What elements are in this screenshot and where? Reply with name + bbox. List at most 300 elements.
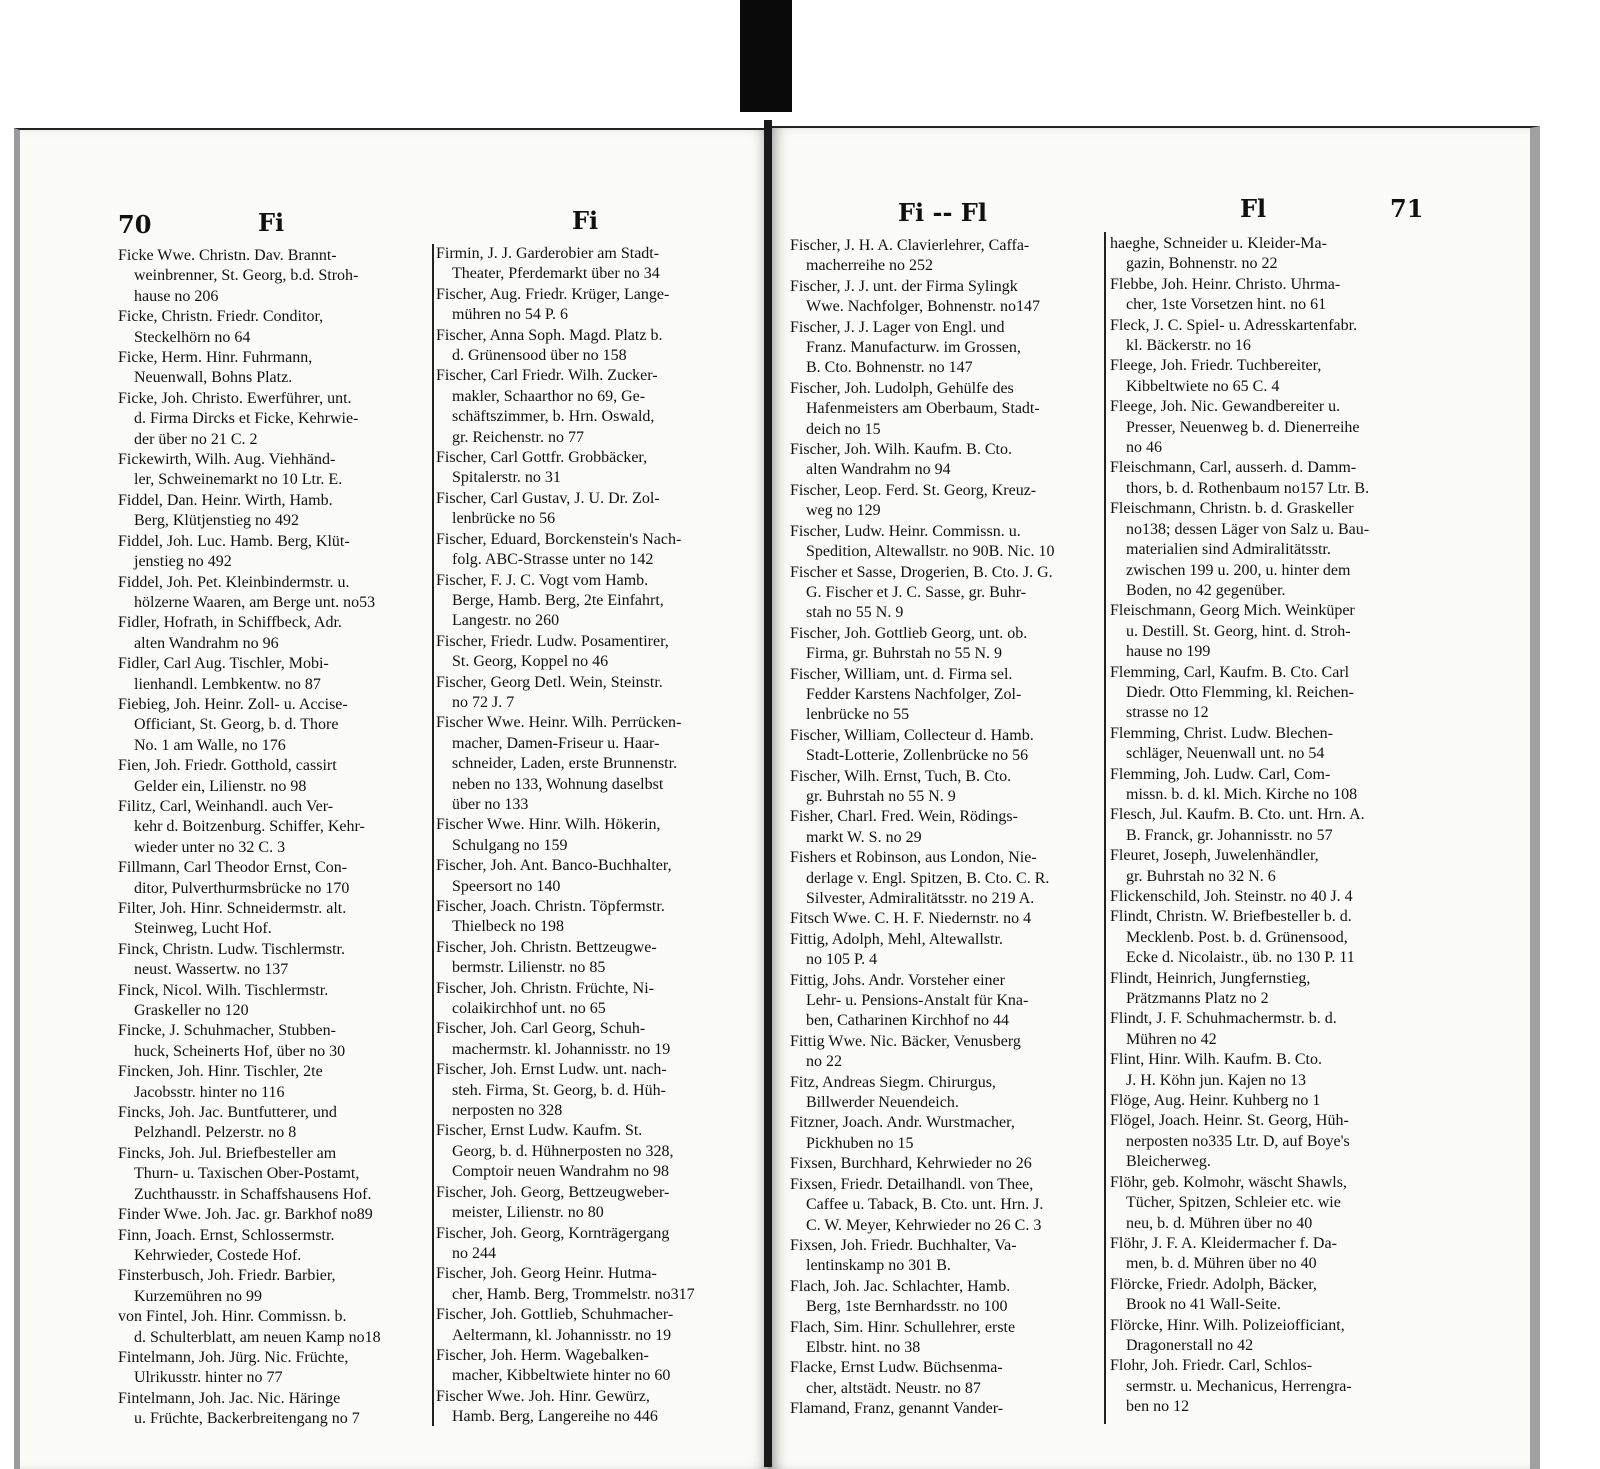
directory-entry — [436, 1305, 748, 1346]
entry-name-line: Fischer, Joh. Ludolph, Gehülfe des — [790, 379, 1014, 397]
directory-entry — [436, 326, 748, 367]
directory-entry — [790, 971, 1102, 1032]
directory-entry — [790, 1399, 1102, 1419]
directory-entry — [118, 1307, 430, 1348]
entry-continuation-line: kl. Bäckerstr. no 16 — [1126, 337, 1251, 355]
entry-continuation-line: deich no 15 — [806, 420, 881, 438]
directory-entry — [118, 450, 430, 491]
directory-entry — [790, 624, 1102, 665]
entry-name-line: Fischer, Joh. Christn. Früchte, Ni- — [436, 979, 655, 997]
entry-name-line: Fickewirth, Wilh. Aug. Viehhänd- — [118, 451, 336, 469]
entry-continuation-line: lienhandl. Lembkentw. no 87 — [134, 675, 321, 693]
directory-entry — [790, 1113, 1102, 1154]
directory-entry — [1110, 724, 1422, 765]
entry-name-line: Flickenschild, Joh. Steinstr. no 40 J. 4 — [1110, 888, 1353, 905]
entry-continuation-line: ben no 12 — [1126, 1398, 1190, 1416]
entry-name-line: Fleuret, Joseph, Juwelenhändler, — [1110, 847, 1319, 865]
entry-continuation-line: cher, Hamb. Berg, Trommelstr. no317 — [452, 1285, 695, 1303]
entry-name-line: Fillmann, Carl Theodor Ernst, Con- — [118, 859, 348, 877]
directory-entry — [1110, 907, 1422, 968]
entry-continuation-line: J. H. Köhn jun. Kajen no 13 — [1126, 1071, 1306, 1089]
entry-continuation-line: no 105 P. 4 — [806, 951, 878, 969]
entry-name-line: Ficke, Joh. Christo. Ewerführer, unt. — [118, 389, 352, 407]
directory-entry — [1110, 356, 1422, 397]
entry-continuation-line: Ecke d. Nicolaistr., üb. no 130 P. 11 — [1126, 949, 1355, 967]
entry-continuation-line: cher, 1ste Vorsetzen hint. no 61 — [1126, 296, 1327, 314]
entry-continuation-line: Fedder Karstens Nachfolger, Zol- — [806, 685, 1022, 703]
directory-entry — [1110, 1050, 1422, 1091]
directory-entry — [118, 1144, 430, 1205]
directory-entry — [790, 440, 1102, 481]
entry-continuation-line: cher, altstädt. Neustr. no 87 — [806, 1379, 981, 1397]
entry-name-line: Fleischmann, Christn. b. d. Graskeller — [1110, 500, 1354, 518]
directory-entry — [436, 1183, 748, 1224]
left-page-column-1 — [118, 246, 430, 1430]
entry-continuation-line: machermstr. kl. Johannisstr. no 19 — [452, 1040, 671, 1058]
entry-name-line: Flint, Hinr. Wilh. Kaufm. B. Cto. — [1110, 1051, 1322, 1069]
entry-continuation-line: bermstr. Lilienstr. no 85 — [452, 959, 606, 977]
directory-entry — [790, 1318, 1102, 1359]
entry-name-line: Fiddel, Dan. Heinr. Wirth, Hamb. — [118, 491, 333, 509]
entry-continuation-line: strasse no 12 — [1126, 704, 1209, 722]
entry-continuation-line: mühren no 54 P. 6 — [452, 306, 568, 324]
entry-continuation-line: Steckelhörn no 64 — [134, 328, 251, 346]
entry-name-line: Fischer, Joh. Christn. Bettzeugwe- — [436, 938, 657, 956]
directory-entry — [436, 979, 748, 1020]
entry-name-line: Fittig, Johs. Andr. Vorsteher einer — [790, 971, 1005, 989]
entry-name-line: Fiddel, Joh. Pet. Kleinbindermstr. u. — [118, 573, 350, 591]
entry-name-line: Fischer, Ernst Ludw. Kaufm. St. — [436, 1122, 643, 1140]
entry-name-line: Flöge, Aug. Heinr. Kuhberg no 1 — [1110, 1092, 1321, 1110]
directory-entry — [118, 1348, 430, 1389]
entry-continuation-line: B. Cto. Bohnenstr. no 147 — [806, 359, 973, 377]
entry-name-line: Flebbe, Joh. Heinr. Christo. Uhrma- — [1110, 275, 1341, 293]
entry-name-line: Flamand, Franz, genannt Vander- — [790, 1400, 1004, 1418]
entry-continuation-line: Graskeller no 120 — [134, 1002, 249, 1020]
entry-name-line: Flöhr, J. F. A. Kleidermacher f. Da- — [1110, 1234, 1337, 1252]
directory-entry — [790, 807, 1102, 848]
entry-name-line: Fiddel, Joh. Luc. Hamb. Berg, Klüt- — [118, 532, 350, 550]
entry-name-line: Fidler, Hofrath, in Schiffbeck, Adr. — [118, 614, 342, 632]
entry-continuation-line: weinbrenner, St. Georg, b.d. Stroh- — [134, 267, 359, 285]
entry-name-line: Finn, Joach. Ernst, Schlossermstr. — [118, 1226, 335, 1244]
entry-name-line: Fisher, Charl. Fred. Wein, Rödings- — [790, 808, 1018, 826]
directory-entry — [1110, 1316, 1422, 1357]
entry-name-line: Fitzner, Joach. Andr. Wurstmacher, — [790, 1114, 1015, 1132]
entry-continuation-line: lenbrücke no 56 — [452, 510, 556, 528]
entry-continuation-line: derlage v. Engl. Spitzen, B. Cto. C. R. — [806, 869, 1050, 887]
entry-continuation-line: Neuenwall, Bohns Platz. — [134, 369, 293, 387]
entry-name-line: Filter, Joh. Hinr. Schneidermstr. alt. — [118, 900, 347, 917]
entry-name-line: Fishers et Robinson, aus London, Nie- — [790, 849, 1037, 867]
directory-entry — [436, 285, 748, 326]
left-column-rule — [432, 244, 434, 1426]
entry-name-line: Fischer Wwe. Joh. Hinr. Gewürz, — [436, 1387, 650, 1405]
directory-entry — [436, 632, 748, 673]
entry-continuation-line: Ulrikusstr. hinter no 77 — [134, 1369, 283, 1387]
directory-entry — [436, 1387, 748, 1428]
directory-entry — [118, 797, 430, 858]
entry-continuation-line: neu, b. d. Mühren über no 40 — [1126, 1214, 1313, 1232]
directory-entry — [1110, 499, 1422, 601]
directory-entry — [1110, 1275, 1422, 1316]
entry-name-line: Fischer, William, unt. d. Firma sel. — [790, 665, 1013, 683]
left-page-column-2 — [436, 244, 748, 1428]
directory-entry — [1110, 458, 1422, 499]
entry-name-line: Fischer, Wilh. Ernst, Tuch, B. Cto. — [790, 767, 1012, 785]
entry-continuation-line: gr. Reichenstr. no 77 — [452, 428, 584, 446]
entry-name-line: von Fintel, Joh. Hinr. Commissn. b. — [118, 1308, 347, 1326]
entry-name-line: Fischer, Joh. Herm. Wagebalken- — [436, 1346, 649, 1364]
entry-name-line: Fittig, Adolph, Mehl, Altewallstr. — [790, 930, 1003, 948]
entry-continuation-line: der über no 21 C. 2 — [134, 430, 258, 448]
entry-continuation-line: lenbrücke no 55 — [806, 706, 910, 724]
entry-name-line: Fiebieg, Joh. Heinr. Zoll- u. Accise- — [118, 695, 348, 713]
entry-continuation-line: lentinskamp no 301 B. — [806, 1257, 951, 1275]
entry-continuation-line: u. Destill. St. Georg, hint. d. Stroh- — [1126, 622, 1351, 640]
entry-continuation-line: Thurn- u. Taxischen Ober-Postamt, — [134, 1165, 360, 1183]
entry-continuation-line: Bleicherweg. — [1126, 1153, 1211, 1171]
entry-continuation-line: macher, Kibbeltwiete hinter no 60 — [452, 1367, 671, 1385]
directory-entry — [436, 713, 748, 815]
entry-continuation-line: thors, b. d. Rothenbaum no157 Ltr. B. — [1126, 479, 1370, 497]
entry-name-line: Fidler, Carl Aug. Tischler, Mobi- — [118, 655, 329, 673]
entry-continuation-line: ben, Catharinen Kirchhof no 44 — [806, 1012, 1010, 1030]
entry-name-line: Flöhr, geb. Kolmohr, wäscht Shawls, — [1110, 1173, 1347, 1191]
entry-name-line: Filitz, Carl, Weinhandl. auch Ver- — [118, 797, 334, 815]
entry-continuation-line: hölzerne Waaren, am Berge unt. no53 — [134, 593, 376, 611]
directory-entry — [790, 1032, 1102, 1073]
entry-name-line: Fien, Joh. Friedr. Gotthold, cassirt — [118, 757, 337, 775]
directory-entry — [436, 1060, 748, 1121]
directory-entry — [790, 481, 1102, 522]
entry-continuation-line: huck, Scheinerts Hof, über no 30 — [134, 1042, 346, 1060]
entry-name-line: Finck, Nicol. Wilh. Tischlermstr. — [118, 981, 329, 999]
binding-tape — [740, 0, 792, 112]
directory-entry — [436, 530, 748, 571]
entry-name-line: Fischer, Ludw. Heinr. Commissn. u. — [790, 522, 1021, 540]
directory-entry — [118, 899, 430, 940]
entry-continuation-line: Spedition, Altewallstr. no 90B. Nic. 10 — [806, 543, 1055, 561]
entry-continuation-line: meister, Lilienstr. no 80 — [452, 1204, 604, 1222]
entry-name-line: Fischer, Aug. Friedr. Krüger, Lange- — [436, 285, 670, 303]
directory-entry — [118, 940, 430, 981]
entry-continuation-line: hause no 206 — [134, 287, 219, 305]
directory-entry — [790, 236, 1102, 277]
entry-name-line: Fitz, Andreas Siegm. Chirurgus, — [790, 1073, 996, 1091]
directory-entry — [790, 1236, 1102, 1277]
entry-continuation-line: Hafenmeisters am Oberbaum, Stadt- — [806, 400, 1040, 418]
directory-entry — [1110, 969, 1422, 1010]
entry-continuation-line: gazin, Bohnenstr. no 22 — [1126, 255, 1278, 273]
directory-entry — [1110, 397, 1422, 458]
directory-entry — [1110, 234, 1422, 275]
directory-entry — [1110, 663, 1422, 724]
entry-continuation-line: No. 1 am Walle, no 176 — [134, 736, 286, 754]
entry-continuation-line: ditor, Pulverthurmsbrücke no 170 — [134, 879, 350, 897]
entry-continuation-line: sermstr. u. Mechanicus, Herrengra- — [1126, 1377, 1352, 1395]
entry-name-line: Fischer, Joh. Carl Georg, Schuh- — [436, 1020, 646, 1038]
entry-name-line: Ficke Wwe. Christn. Dav. Brannt- — [118, 247, 337, 264]
directory-entry — [436, 815, 748, 856]
entry-name-line: Finsterbusch, Joh. Friedr. Barbier, — [118, 1267, 336, 1285]
directory-entry — [436, 897, 748, 938]
entry-name-line: Flesch, Jul. Kaufm. B. Cto. unt. Hrn. A. — [1110, 806, 1365, 824]
directory-entry — [790, 1073, 1102, 1114]
directory-entry — [118, 532, 430, 573]
entry-name-line: Fischer, Joh. Georg, Bettzeugweber- — [436, 1183, 670, 1201]
entry-continuation-line: Berg, Klütjenstieg no 492 — [134, 512, 300, 530]
entry-name-line: Fittig Wwe. Nic. Bäcker, Venusberg — [790, 1032, 1021, 1050]
entry-continuation-line: Aeltermann, kl. Johannisstr. no 19 — [452, 1326, 672, 1344]
directory-entry — [436, 571, 748, 632]
entry-name-line: Fixsen, Joh. Friedr. Buchhalter, Va- — [790, 1236, 1017, 1254]
right-column-rule — [1104, 232, 1106, 1424]
entry-name-line: Fischer, Carl Gustav, J. U. Dr. Zol- — [436, 489, 660, 507]
entry-name-line: Fleege, Joh. Nic. Gewandbereiter u. — [1110, 398, 1341, 416]
entry-continuation-line: missn. b. d. kl. Mich. Kirche no 108 — [1126, 785, 1358, 803]
entry-name-line: Fischer, Friedr. Ludw. Posamentirer, — [436, 632, 669, 650]
entry-continuation-line: Pelzhandl. Pelzerstr. no 8 — [134, 1124, 297, 1142]
directory-entry — [118, 1205, 430, 1225]
entry-continuation-line: Jacobsstr. hinter no 116 — [134, 1083, 285, 1101]
entry-name-line: Fleck, J. C. Spiel- u. Adresskartenfabr. — [1110, 316, 1358, 334]
entry-continuation-line: no 22 — [806, 1053, 842, 1071]
entry-continuation-line: Steinweg, Lucht Hof. — [134, 920, 272, 938]
entry-continuation-line: Prätzmanns Platz no 2 — [1126, 990, 1269, 1008]
entry-continuation-line: macherreihe no 252 — [806, 257, 934, 275]
entry-continuation-line: Georg, b. d. Hühnerposten no 328, — [452, 1142, 674, 1160]
directory-entry — [118, 858, 430, 899]
directory-entry — [436, 244, 748, 285]
entry-continuation-line: Kibbeltwiete no 65 C. 4 — [1126, 377, 1280, 395]
entry-continuation-line: Pickhuben no 15 — [806, 1134, 914, 1152]
entry-continuation-line: d. Firma Dircks et Ficke, Kehrwie- — [134, 410, 359, 428]
entry-continuation-line: G. Fischer et J. C. Sasse, gr. Buhr- — [806, 583, 1027, 601]
entry-name-line: Fincke, J. Schuhmacher, Stubben- — [118, 1022, 336, 1040]
directory-entry — [790, 1358, 1102, 1399]
entry-continuation-line: B. Franck, gr. Johannisstr. no 57 — [1126, 826, 1333, 844]
directory-entry — [790, 848, 1102, 909]
entry-name-line: Fixsen, Friedr. Detailhandl. von Thee, — [790, 1175, 1034, 1193]
directory-entry — [118, 307, 430, 348]
entry-name-line: Fischer, J. J. unt. der Firma Sylingk — [790, 277, 1018, 295]
directory-entry — [118, 1062, 430, 1103]
entry-continuation-line: d. Schulterblatt, am neuen Kamp no18 — [134, 1328, 381, 1346]
entry-name-line: Fintelmann, Joh. Jac. Nic. Häringe — [118, 1389, 341, 1407]
entry-continuation-line: neust. Wassertw. no 137 — [134, 961, 289, 979]
directory-entry — [436, 1264, 748, 1305]
entry-continuation-line: d. Grünensood über no 158 — [452, 347, 627, 365]
entry-name-line: Flach, Sim. Hinr. Schullehrer, erste — [790, 1318, 1016, 1336]
entry-continuation-line: schläger, Neuenwall unt. no 54 — [1126, 745, 1325, 763]
directory-entry — [790, 1175, 1102, 1236]
entry-continuation-line: Berge, Hamb. Berg, 2te Einfahrt, — [452, 591, 664, 609]
entry-continuation-line: jenstieg no 492 — [134, 553, 232, 571]
entry-name-line: Fincks, Joh. Jul. Briefbesteller am — [118, 1144, 337, 1162]
entry-name-line: Flacke, Ernst Ludw. Büchsenma- — [790, 1359, 1003, 1377]
entry-name-line: Fischer et Sasse, Drogerien, B. Cto. J. G. — [790, 563, 1053, 581]
entry-continuation-line: Thielbeck no 198 — [452, 918, 564, 936]
entry-continuation-line: u. Früchte, Backerbreitengang no 7 — [134, 1410, 360, 1428]
entry-name-line: Fischer, Georg Detl. Wein, Steinstr. — [436, 673, 663, 691]
entry-name-line: Fincks, Joh. Jac. Buntfutterer, und — [118, 1104, 337, 1122]
entry-name-line: Fischer Wwe. Heinr. Wilh. Perrücken- — [436, 714, 682, 732]
directory-entry — [436, 1019, 748, 1060]
directory-entry — [118, 1021, 430, 1062]
directory-entry — [1110, 1009, 1422, 1050]
directory-entry — [790, 930, 1102, 971]
right-page-column-1 — [790, 236, 1102, 1420]
directory-entry — [436, 856, 748, 897]
entry-continuation-line: Officiant, St. Georg, b. d. Thore — [134, 716, 339, 734]
right-header-col2: Fl — [1240, 194, 1267, 223]
directory-entry — [1110, 805, 1422, 846]
entry-name-line: Fischer, Joach. Christn. Töpfermstr. — [436, 898, 665, 915]
entry-continuation-line: Kurzemühren no 99 — [134, 1287, 262, 1305]
entry-continuation-line: alten Wandrahm no 94 — [806, 461, 951, 479]
entry-continuation-line: macher, Damen-Friseur u. Haar- — [452, 734, 660, 752]
directory-entry — [118, 1389, 430, 1430]
entry-name-line: Fischer, Carl Friedr. Wilh. Zucker- — [436, 367, 658, 385]
entry-continuation-line: gr. Buhrstah no 55 N. 9 — [806, 787, 956, 805]
entry-name-line: Finck, Christn. Ludw. Tischlermstr. — [118, 940, 345, 958]
directory-entry — [118, 654, 430, 695]
entry-continuation-line: gr. Buhrstah no 32 N. 6 — [1126, 867, 1276, 885]
entry-continuation-line: Dragonerstall no 42 — [1126, 1336, 1254, 1354]
entry-continuation-line: schäftszimmer, b. Hrn. Oswald, — [452, 408, 655, 426]
directory-entry — [1110, 275, 1422, 316]
entry-continuation-line: makler, Schaarthor no 69, Ge- — [452, 387, 646, 405]
entry-name-line: Fischer, Eduard, Borckenstein's Nach- — [436, 530, 682, 548]
entry-continuation-line: Presser, Neuenweg b. d. Dienerreihe — [1126, 418, 1360, 436]
entry-continuation-line: über no 133 — [452, 795, 529, 813]
entry-continuation-line: steh. Firma, St. Georg, b. d. Hüh- — [452, 1081, 666, 1099]
entry-name-line: Fischer, Anna Soph. Magd. Platz b. — [436, 326, 663, 344]
directory-entry — [790, 767, 1102, 808]
entry-name-line: Fischer, Joh. Gottlieb, Schuhmacher- — [436, 1306, 674, 1324]
entry-continuation-line: Langestr. no 260 — [452, 612, 560, 630]
entry-name-line: Fischer, Carl Gottfr. Grobbäcker, — [436, 449, 648, 467]
entry-name-line: Flörcke, Hinr. Wilh. Polizeiofficiant, — [1110, 1316, 1345, 1334]
entry-name-line: Ficke, Herm. Hinr. Fuhrmann, — [118, 349, 313, 367]
entry-name-line: Finder Wwe. Joh. Jac. gr. Barkhof no89 — [118, 1206, 373, 1224]
entry-continuation-line: zwischen 199 u. 200, u. hinter dem — [1126, 561, 1351, 579]
entry-continuation-line: Lehr- u. Pensions-Anstalt für Kna- — [806, 992, 1029, 1010]
entry-continuation-line: C. W. Meyer, Kehrwieder no 26 C. 3 — [806, 1216, 1042, 1234]
entry-name-line: Fincken, Joh. Hinr. Tischler, 2te — [118, 1063, 323, 1081]
entry-continuation-line: weg no 129 — [806, 502, 881, 520]
entry-continuation-line: stah no 55 N. 9 — [806, 604, 904, 622]
entry-continuation-line: Stadt-Lotterie, Zollenbrücke no 56 — [806, 747, 1029, 765]
directory-entry — [436, 938, 748, 979]
entry-name-line: Flögel, Joach. Heinr. St. Georg, Hüh- — [1110, 1112, 1349, 1130]
entry-continuation-line: Hamb. Berg, Langereihe no 446 — [452, 1408, 658, 1426]
directory-entry — [1110, 1111, 1422, 1172]
directory-entry — [790, 726, 1102, 767]
entry-name-line: Fischer, Joh. Gottlieb Georg, unt. ob. — [790, 624, 1028, 642]
entry-continuation-line: no 244 — [452, 1244, 496, 1262]
entry-name-line: Flörcke, Friedr. Adolph, Bäcker, — [1110, 1275, 1317, 1293]
directory-entry — [790, 277, 1102, 318]
entry-continuation-line: Theater, Pferdemarkt über no 34 — [452, 265, 660, 283]
directory-entry — [1110, 1356, 1422, 1417]
directory-entry — [118, 389, 430, 450]
entry-continuation-line: Gelder ein, Lilienstr. no 98 — [134, 777, 307, 795]
entry-continuation-line: schneider, Laden, erste Brunnenstr. — [452, 755, 678, 773]
entry-continuation-line: Silvester, Admiralitätsstr. no 219 A. — [806, 890, 1035, 907]
directory-entry — [118, 1103, 430, 1144]
entry-continuation-line: Spitalerstr. no 31 — [452, 469, 561, 487]
directory-entry — [436, 366, 748, 448]
directory-entry — [436, 673, 748, 714]
directory-entry — [118, 1266, 430, 1307]
entry-name-line: Fischer, Joh. Georg, Kornträgergang — [436, 1224, 670, 1242]
entry-continuation-line: Wwe. Nachfolger, Bohnenstr. no147 — [806, 298, 1040, 316]
entry-name-line: Fischer, Leop. Ferd. St. Georg, Kreuz- — [790, 481, 1037, 499]
directory-entry — [1110, 1091, 1422, 1111]
entry-name-line: Flohr, Joh. Friedr. Carl, Schlos- — [1110, 1357, 1313, 1375]
entry-continuation-line: wieder unter no 32 C. 3 — [134, 838, 286, 856]
entry-continuation-line: Tücher, Spitzen, Schleier etc. wie — [1126, 1194, 1341, 1212]
directory-entry — [790, 1154, 1102, 1174]
directory-entry — [118, 491, 430, 532]
directory-entry — [1110, 601, 1422, 662]
entry-name-line: Fixsen, Burchhard, Kehrwieder no 26 — [790, 1155, 1032, 1173]
entry-continuation-line: nerposten no335 Ltr. D, auf Boye's — [1126, 1132, 1350, 1150]
directory-entry — [118, 1226, 430, 1267]
entry-name-line: Fischer, Joh. Ant. Banco-Buchhalter, — [436, 857, 672, 875]
directory-entry — [436, 1224, 748, 1265]
entry-name-line: Flemming, Carl, Kaufm. B. Cto. Carl — [1110, 663, 1350, 681]
entry-name-line: Fitsch Wwe. C. H. F. Niedernstr. no 4 — [790, 910, 1032, 928]
entry-continuation-line: Billwerder Neuendeich. — [806, 1094, 959, 1112]
directory-entry — [1110, 316, 1422, 357]
entry-continuation-line: Firma, gr. Buhrstah no 55 N. 9 — [806, 645, 1002, 663]
entry-continuation-line: Zuchthausstr. in Schaffshausens Hof. — [134, 1185, 372, 1203]
entry-continuation-line: neben no 133, Wohnung daselbst — [452, 775, 664, 793]
directory-entry — [1110, 846, 1422, 887]
directory-entry — [436, 489, 748, 530]
directory-entry — [118, 695, 430, 756]
directory-entry — [118, 348, 430, 389]
entry-name-line: Flindt, Heinrich, Jungfernstieg, — [1110, 969, 1311, 987]
entry-name-line: Fischer, Joh. Georg Heinr. Hutma- — [436, 1265, 657, 1283]
entry-name-line: Firmin, J. J. Garderobier am Stadt- — [436, 245, 660, 262]
directory-entry — [436, 448, 748, 489]
entry-continuation-line: Diedr. Otto Flemming, kl. Reichen- — [1126, 683, 1354, 701]
right-page-column-2 — [1110, 234, 1422, 1418]
directory-entry — [1110, 887, 1422, 907]
entry-name-line: haeghe, Schneider u. Kleider-Ma- — [1110, 235, 1327, 252]
directory-entry — [118, 246, 430, 307]
directory-entry — [436, 1346, 748, 1387]
entry-continuation-line: hause no 199 — [1126, 643, 1211, 661]
entry-name-line: Flindt, J. F. Schuhmachermstr. b. d. — [1110, 1010, 1337, 1028]
entry-continuation-line: Speersort no 140 — [452, 877, 561, 895]
entry-continuation-line: folg. ABC-Strasse unter no 142 — [452, 551, 654, 569]
left-header-col1: Fi — [258, 208, 285, 237]
entry-continuation-line: markt W. S. no 29 — [806, 828, 922, 846]
entry-continuation-line: alten Wandrahm no 96 — [134, 634, 279, 652]
left-page-number: 70 — [118, 210, 152, 239]
entry-continuation-line: no 46 — [1126, 439, 1162, 457]
entry-continuation-line: nerposten no 328 — [452, 1102, 563, 1120]
entry-name-line: Flindt, Christn. W. Briefbesteller b. d. — [1110, 908, 1352, 926]
entry-continuation-line: men, b. d. Mühren über no 40 — [1126, 1255, 1317, 1273]
entry-name-line: Ficke, Christn. Friedr. Conditor, — [118, 308, 324, 326]
entry-continuation-line: kehr d. Boitzenburg. Schiffer, Kehr- — [134, 818, 365, 836]
